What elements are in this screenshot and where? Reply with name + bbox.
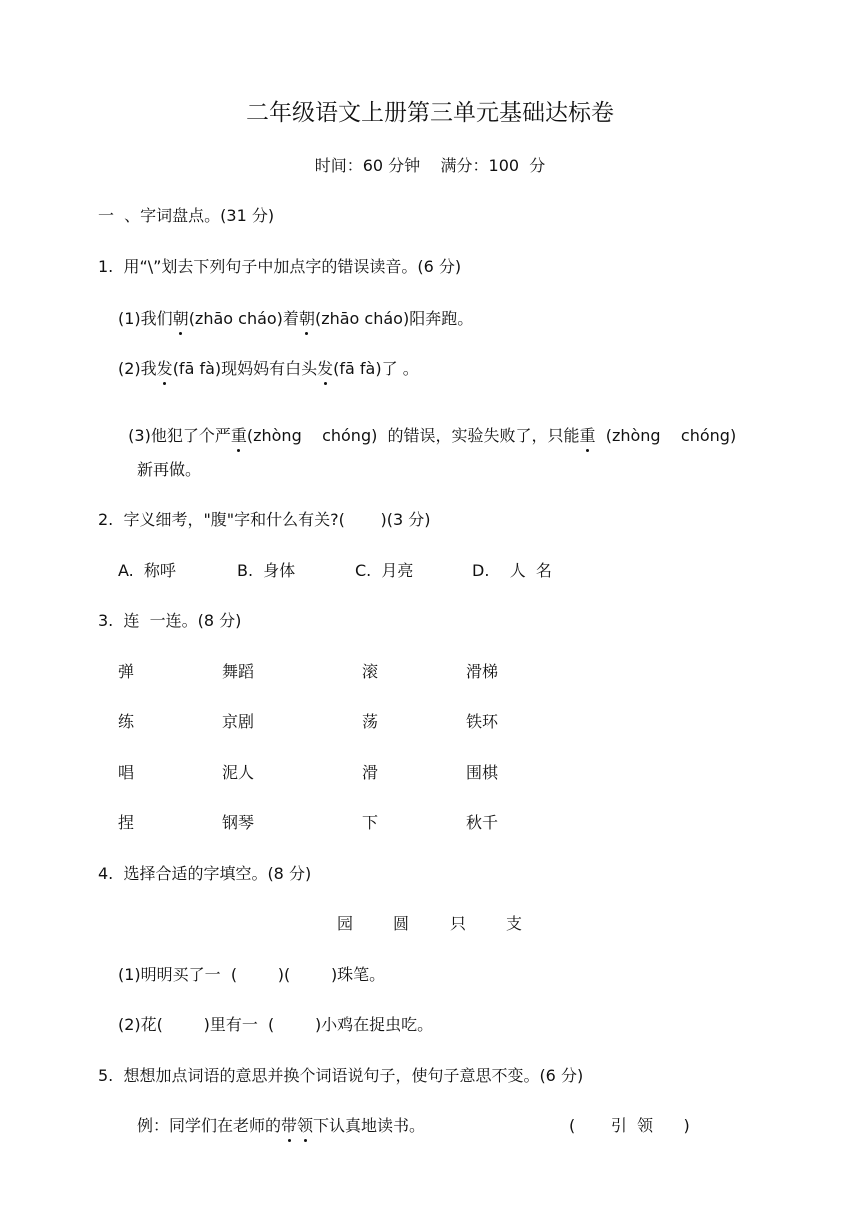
dotted-char: 重	[579, 426, 596, 445]
char-choice: 园	[337, 914, 354, 933]
text: 下认真地读书。	[313, 1116, 426, 1135]
text: (3)他犯了个严	[128, 426, 231, 445]
char-choice: 支	[506, 914, 523, 933]
text: (zhāo cháo)着	[188, 309, 299, 328]
option-c: C. 月亮	[355, 561, 414, 580]
match-item: 唱	[118, 763, 135, 782]
match-item: 弹	[118, 662, 135, 681]
question-5-example	[137, 1118, 425, 1134]
question-2-heading: 2. 字义细考，"腹"字和什么有关?( )(3 分)	[98, 510, 431, 529]
section-heading: 一 、字词盘点。(31 分)	[98, 206, 275, 225]
match-item: 钢琴	[222, 813, 255, 832]
question-1-sentence-3	[118, 412, 736, 444]
text: (fā fà)了 。	[333, 359, 419, 378]
dotted-char: 朝	[298, 309, 315, 328]
text: (zhòng chóng) 的错误，实验失败了，只能	[246, 426, 580, 445]
dotted-char: 发	[156, 359, 173, 378]
text: (2)我	[118, 359, 157, 378]
option-a: A. 称呼	[118, 561, 176, 580]
text: (zhòng chóng)	[595, 426, 737, 445]
match-item: 荡	[362, 712, 379, 731]
question-4-sentence-2: (2)花( )里有一 ( )小鸡在捉虫吃。	[118, 1015, 434, 1034]
text: (1)我们	[118, 309, 173, 328]
match-item: 秋千	[466, 813, 499, 832]
match-item: 捏	[118, 813, 135, 832]
question-4-sentence-1: (1)明明买了一 ( )( )珠笔。	[118, 965, 386, 984]
match-item: 泥人	[222, 763, 255, 782]
question-1-sentence-1	[118, 311, 473, 327]
char-choice: 只	[450, 914, 467, 933]
question-1-sentence-3-continued: 新再做。	[137, 460, 202, 479]
dotted-char: 发	[317, 359, 334, 378]
dotted-char: 领	[297, 1116, 314, 1135]
match-item: 练	[118, 712, 135, 731]
match-item: 围棋	[466, 763, 499, 782]
example-answer: ( 引 领 )	[569, 1116, 690, 1135]
page-title: 二年级语文上册第三单元基础达标卷	[246, 100, 614, 126]
match-item: 下	[362, 813, 379, 832]
question-5-heading: 5. 想想加点词语的意思并换个词语说句子，使句子意思不变。(6 分)	[98, 1066, 584, 1085]
question-4-heading: 4. 选择合适的字填空。(8 分)	[98, 864, 312, 883]
dotted-char: 朝	[172, 309, 189, 328]
option-b: B. 身体	[237, 561, 296, 580]
char-choice: 圆	[393, 914, 410, 933]
question-3-heading: 3. 连 一连。(8 分)	[98, 611, 242, 630]
text: (zhāo cháo)阳奔跑。	[314, 309, 474, 328]
match-item: 舞蹈	[222, 662, 255, 681]
dotted-char: 重	[230, 426, 247, 445]
text: (fā fà)现妈妈有白头	[172, 359, 318, 378]
exam-info: 时间：60 分钟 满分：100 分	[314, 156, 546, 175]
match-item: 滑梯	[466, 662, 499, 681]
match-item: 滑	[362, 763, 379, 782]
text: 例：同学们在老师的	[137, 1116, 282, 1135]
match-item: 京剧	[222, 712, 255, 731]
match-item: 滚	[362, 662, 379, 681]
question-1-sentence-2	[118, 361, 419, 377]
match-item: 铁环	[466, 712, 499, 731]
dotted-char: 带	[281, 1116, 298, 1135]
question-1-heading: 1. 用“\”划去下列句子中加点字的错误读音。(6 分)	[98, 257, 462, 276]
option-d: D. 人 名	[472, 561, 552, 580]
